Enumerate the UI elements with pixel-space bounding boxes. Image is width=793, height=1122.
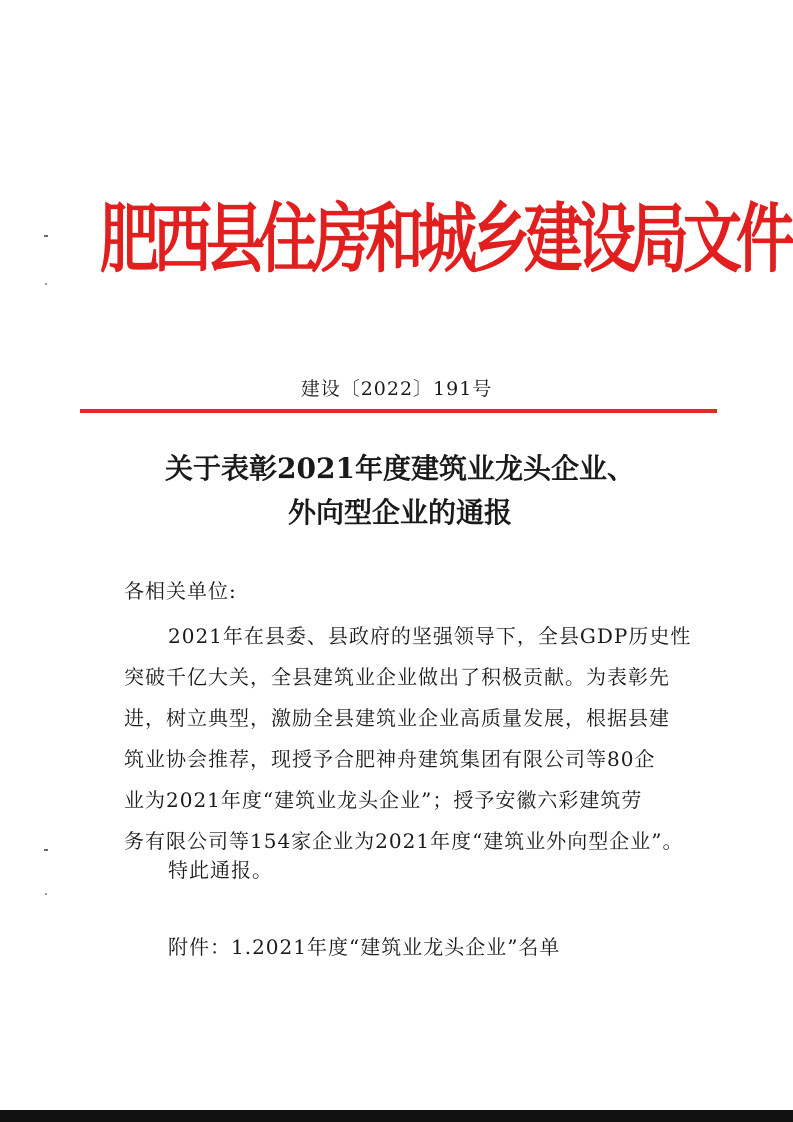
body-line: 务有限公司等154家企业为2021年度“建筑业外向型企业”。: [124, 829, 684, 853]
notice-title-line-1: 关于表彰2021年度建筑业龙头企业、: [165, 452, 635, 485]
agency-header-title: 肥西县住房和城乡建设局文件: [100, 194, 790, 284]
notice-title-line-2: 外向型企业的通报: [287, 496, 512, 529]
salutation: 各相关单位:: [124, 579, 237, 603]
body-line: 突破千亿大关，全县建筑业企业做出了积极贡献。为表彰先: [124, 665, 670, 689]
scan-bottom-edge: [0, 1110, 793, 1122]
body-line: 筑业协会推荐，现授予合肥神舟建筑集团有限公司等80企: [124, 747, 656, 771]
red-divider-line: [80, 409, 717, 413]
scan-artifact-mark: [44, 849, 48, 851]
scan-artifact-mark: [44, 235, 48, 237]
notice-title: [100, 447, 700, 535]
document-number: 建设〔2022〕191号: [300, 378, 493, 400]
body-line: 进，树立典型，激励全县建筑业企业高质量发展，根据县建: [124, 706, 670, 730]
body-line: 业为2021年度“建筑业龙头企业”；授予安徽六彩建筑劳: [124, 788, 643, 812]
body-line: 2021年在县委、县政府的坚强领导下，全县GDP历史性: [168, 624, 692, 648]
body-paragraph: [124, 616, 694, 862]
closing-remark: 特此通报。: [168, 858, 273, 882]
attachment-line: 附件：1.2021年度“建筑业龙头企业”名单: [168, 935, 561, 959]
scan-artifact-dot: [45, 893, 47, 895]
scan-artifact-dot: [45, 283, 47, 285]
